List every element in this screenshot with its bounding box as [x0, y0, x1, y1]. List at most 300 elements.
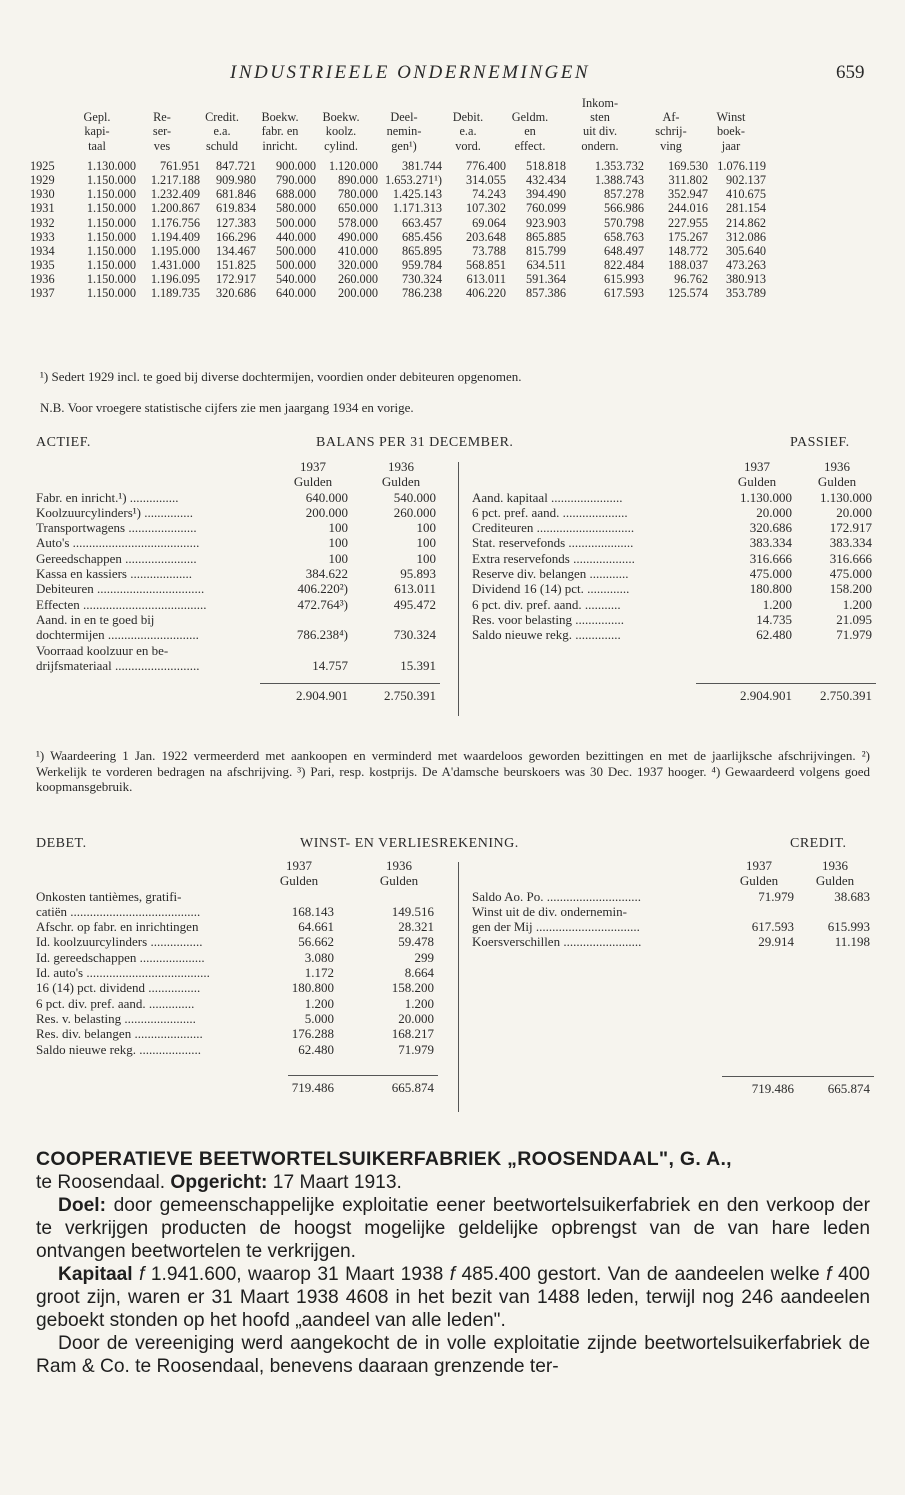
- amount-1936: 100: [416, 520, 436, 536]
- account-label: Saldo Ao. Po. .............................: [472, 888, 642, 904]
- amount-1936: 158.200: [829, 581, 872, 597]
- amount-1936: 615.993: [827, 919, 870, 935]
- account-label: Debiteuren .................................: [36, 581, 205, 597]
- table-cell: 312.086: [726, 229, 766, 244]
- table-cell: 909.980: [216, 172, 256, 187]
- amount-1937: 64.661: [298, 919, 334, 935]
- table-cell: 1.130.000: [86, 158, 136, 173]
- year-cell: 1936: [30, 272, 55, 287]
- balance-right-title: PASSIEF.: [790, 435, 850, 450]
- company-entry: [36, 1148, 870, 1378]
- table-cell: 500.000: [276, 258, 316, 273]
- account-label: Afschr. op fabr. en inrichtingen: [36, 919, 199, 935]
- column-years-row: [472, 858, 848, 873]
- account-line: [36, 627, 436, 643]
- account-line: [472, 504, 872, 520]
- amount-1936: 316.666: [829, 550, 872, 566]
- account-label: Crediteuren ..............................: [472, 520, 635, 536]
- account-line: [36, 643, 216, 658]
- column-header: boek-: [717, 124, 745, 139]
- pl-right-title: CREDIT.: [790, 836, 847, 851]
- table-cell: 127.383: [216, 215, 256, 230]
- amount-1936: 15.391: [400, 657, 436, 673]
- account-line: [472, 627, 872, 643]
- column-header: ondern.: [581, 138, 619, 153]
- account-label: Koolzuurcylinders¹) ...............: [36, 504, 193, 520]
- account-label: catiën ........................................: [36, 903, 201, 919]
- year-cell: 1937: [30, 286, 55, 301]
- table-cell: 200.000: [338, 286, 378, 301]
- account-line: [36, 520, 436, 536]
- table-cell: 1.353.732: [594, 158, 644, 173]
- amount-1936: 1.200: [842, 596, 872, 612]
- table-cell: 320.686: [216, 286, 256, 301]
- column-unit-row: [472, 873, 855, 889]
- table-cell: 1.150.000: [86, 201, 136, 216]
- balance-title: BALANS PER 31 DECEMBER.: [316, 435, 514, 450]
- account-label: Reserve div. belangen ............: [472, 566, 629, 582]
- account-line: [472, 581, 872, 597]
- table-cell: 380.913: [726, 272, 766, 287]
- amount-1937: 3.080: [304, 949, 334, 965]
- table-cell: 619.834: [216, 201, 256, 216]
- column-header: Debit.: [452, 110, 484, 125]
- table-cell: 244.016: [668, 201, 708, 216]
- table-cell: 500.000: [276, 243, 316, 258]
- table-cell: 227.955: [668, 215, 708, 230]
- account-line: [36, 919, 434, 935]
- column-unit-row: [36, 474, 421, 490]
- table-cell: 1.431.000: [150, 258, 200, 273]
- account-label: 6 pct. pref. aand. ....................: [472, 504, 628, 520]
- column-header: ves: [153, 138, 171, 153]
- column-header: nemin-: [386, 124, 422, 139]
- table-cell: 1.388.743: [594, 172, 644, 187]
- pl-left-title: DEBET.: [36, 836, 87, 851]
- florin-sign: f: [139, 1264, 145, 1285]
- table-cell: 490.000: [338, 229, 378, 244]
- column-header: koolz.: [325, 124, 357, 139]
- column-header: gen¹): [391, 138, 417, 153]
- account-label: drijfsmateriaal ..........................: [36, 657, 200, 673]
- account-line: [36, 903, 434, 919]
- column-header: Gepl.: [83, 110, 111, 125]
- table-cell: 1.171.313: [392, 201, 442, 216]
- amount-1936: 100: [416, 535, 436, 551]
- table-cell: 188.037: [668, 258, 708, 273]
- account-label: Id. koolzuurcylinders ................: [36, 934, 203, 950]
- account-line: [36, 949, 434, 965]
- table-cell: 96.762: [674, 272, 708, 287]
- amount-1936: 1.200: [404, 995, 434, 1011]
- column-header: taal: [88, 138, 106, 153]
- table-cell: 681.846: [216, 187, 256, 202]
- unit-header: Gulden: [381, 474, 421, 490]
- table-cell: 923.903: [526, 215, 566, 230]
- table-cell: 1.150.000: [86, 215, 136, 230]
- table-cell: 568.851: [466, 258, 506, 273]
- table-cell: 473.263: [726, 258, 766, 273]
- table-cell: 865.885: [526, 229, 566, 244]
- pl-debet: [36, 858, 434, 1095]
- amount-1936: 475.000: [829, 566, 872, 582]
- unit-header: Gulden: [293, 474, 333, 490]
- table-cell: 640.000: [276, 286, 316, 301]
- total-line: [36, 1079, 434, 1095]
- table-cell: 151.825: [216, 258, 256, 273]
- table-cell: 203.648: [466, 229, 506, 244]
- account-label: 16 (14) pct. dividend ................: [36, 980, 201, 996]
- account-label: Koersverschillen ........................: [472, 934, 642, 950]
- table-cell: 1.150.000: [86, 187, 136, 202]
- amount-1937: 168.143: [291, 903, 334, 919]
- nb-note: [40, 400, 414, 416]
- table-cell: 281.154: [726, 201, 766, 216]
- amount-1937: 640.000: [305, 489, 348, 505]
- column-header: fabr. en: [261, 124, 299, 139]
- amount-1937: 406.220²): [297, 581, 348, 597]
- amount-1937: 180.800: [291, 980, 334, 996]
- account-label: Onkosten tantièmes, gratifi-: [36, 888, 182, 904]
- balance-divider: [458, 462, 459, 716]
- account-label: Saldo nieuwe rekg. ..............: [472, 627, 621, 643]
- amount-1937: 384.622: [305, 566, 348, 582]
- account-line: [472, 596, 872, 612]
- column-header: sten: [590, 110, 610, 125]
- founded-label: Opgericht:: [170, 1172, 268, 1193]
- column-header: Inkom-: [581, 96, 619, 110]
- amount-1937: 1.172: [304, 965, 334, 981]
- total-line: [472, 1080, 870, 1096]
- pl-title: WINST- EN VERLIESREKENING.: [300, 836, 519, 851]
- table-cell: 406.220: [466, 286, 506, 301]
- amount-1937: 14.735: [756, 611, 792, 627]
- table-cell: 1.150.000: [86, 258, 136, 273]
- amount-1936: 71.979: [836, 627, 872, 643]
- year-header: 1937: [746, 858, 772, 873]
- column-header: Geldm.: [511, 110, 549, 125]
- column-years-row: [472, 459, 850, 474]
- account-label: Res. div. belangen .....................: [36, 1026, 203, 1042]
- year-cell: 1933: [30, 229, 55, 244]
- table-cell: 566.986: [604, 201, 644, 216]
- column-header: ving: [660, 138, 682, 153]
- column-unit-row: [472, 474, 857, 490]
- pl-credit: [472, 858, 870, 1096]
- account-line: [36, 934, 434, 950]
- account-label: Winst uit de div. ondernemin-: [472, 903, 627, 919]
- table-cell: 1.189.735: [150, 286, 200, 301]
- total-line: [472, 688, 872, 704]
- amount-1936: 38.683: [834, 888, 870, 904]
- table-cell: 305.640: [726, 243, 766, 258]
- balance-left-title: ACTIEF.: [36, 435, 91, 450]
- amount-1937: 1.130.000: [740, 489, 792, 505]
- amount-1937: 56.662: [298, 934, 334, 950]
- table-cell: 613.011: [466, 272, 506, 287]
- table-cell: 578.000: [338, 215, 378, 230]
- table-cell: 857.386: [526, 286, 566, 301]
- nb-text: Voor vroegere statistische cijfers zie men jaargang 1934 en vorige.: [67, 400, 414, 415]
- year-cell: 1934: [30, 243, 55, 258]
- column-header: ser-: [152, 124, 172, 139]
- column-years-row: [36, 459, 414, 474]
- table-cell: 1.200.867: [150, 201, 200, 216]
- column-header: schuld: [205, 138, 239, 153]
- total-1936: 665.874: [827, 1080, 870, 1096]
- total-1936: 2.750.391: [820, 688, 872, 704]
- founded-value: 17 Maart 1913.: [272, 1172, 402, 1193]
- year-cell: 1929: [30, 172, 55, 187]
- account-label: Auto's .......................................: [36, 535, 200, 551]
- table-cell: 865.895: [402, 243, 442, 258]
- amount-1936: 1.130.000: [820, 489, 872, 505]
- account-label: 6 pct. div. pref. aand. ...........: [472, 596, 621, 612]
- account-label: Extra reservefonds ...................: [472, 550, 635, 566]
- table-cell: 786.238: [402, 286, 442, 301]
- year-header: 1936: [824, 459, 850, 474]
- table-cell: 591.364: [526, 272, 566, 287]
- table-cell: 381.744: [402, 158, 442, 173]
- amount-1936: 20.000: [398, 1010, 434, 1026]
- amount-1936: 383.334: [829, 535, 872, 551]
- table-cell: 1.653.271¹): [385, 172, 442, 187]
- year-header: 1937: [300, 459, 326, 474]
- amount-1936: 730.324: [393, 627, 436, 643]
- table-cell: 410.000: [338, 243, 378, 258]
- amount-1937: 62.480: [298, 1041, 334, 1057]
- account-line: [36, 1010, 434, 1026]
- unit-header: Gulden: [817, 474, 857, 490]
- account-label: Res. v. belasting ......................: [36, 1010, 196, 1026]
- page-number: 659: [836, 62, 865, 83]
- running-title: INDUSTRIEELE ONDERNEMINGEN: [230, 62, 591, 83]
- account-line: [472, 489, 872, 505]
- column-header: Credit.: [205, 110, 239, 125]
- table-cell: 617.593: [604, 286, 644, 301]
- table-cell: 1.150.000: [86, 286, 136, 301]
- amount-1936: 158.200: [391, 980, 434, 996]
- table-cell: 650.000: [338, 201, 378, 216]
- table-cell: 634.511: [526, 258, 566, 273]
- balance-passief: [472, 459, 872, 704]
- amount-1936: 95.893: [400, 566, 436, 582]
- year-cell: 1930: [30, 187, 55, 202]
- column-header: inricht.: [262, 138, 298, 153]
- table-cell: 540.000: [276, 272, 316, 287]
- table-cell: 761.951: [160, 158, 200, 173]
- table-cell: 1.425.143: [392, 187, 442, 202]
- account-line: [36, 1041, 434, 1057]
- account-label: dochtermijen ............................: [36, 627, 199, 643]
- goal-text: door gemeenschappelijke exploitatie eener beetwortelsuikerfabriek en den verkoop der te verkrijgen producten de hoogst mogelijke geldelijke opbrengst van de van hare leden ontvangen beetwortelen te verkrijgen.: [36, 1195, 870, 1262]
- amount-1936: 11.198: [834, 934, 870, 950]
- column-years-row: [36, 858, 412, 873]
- amount-1937: 200.000: [305, 504, 348, 520]
- account-label: Aand. kapitaal ......................: [472, 489, 623, 505]
- account-label: 6 pct. div. pref. aand. ..............: [36, 995, 195, 1011]
- account-label: Aand. in en te goed bij: [36, 611, 155, 627]
- amount-1936: 59.478: [398, 934, 434, 950]
- table-cell: 847.721: [216, 158, 256, 173]
- amount-1937: 5.000: [304, 1010, 334, 1026]
- table-cell: 500.000: [276, 215, 316, 230]
- statistics-footnote: ¹) Sedert 1929 incl. te goed bij diverse dochtermijen, voordien onder debiteuren opgenomen.: [40, 369, 522, 384]
- column-header: cylind.: [324, 138, 358, 153]
- account-line: [36, 566, 436, 582]
- year-header: 1936: [386, 858, 412, 873]
- column-header: Boekw.: [261, 110, 299, 125]
- amount-1936: 149.516: [391, 903, 434, 919]
- account-line: [472, 919, 870, 935]
- column-header: jaar: [721, 138, 741, 153]
- amount-1936: 8.664: [404, 965, 434, 981]
- table-cell: 648.497: [604, 243, 644, 258]
- table-cell: 175.267: [668, 229, 708, 244]
- amount-1937: 316.666: [749, 550, 792, 566]
- year-cell: 1932: [30, 215, 55, 230]
- column-header: vord.: [455, 138, 481, 153]
- year-header: 1936: [822, 858, 848, 873]
- table-cell: 615.993: [604, 272, 644, 287]
- account-label: Id. auto's ......................................: [36, 965, 210, 981]
- column-header: kapi-: [84, 124, 110, 139]
- account-line: [36, 965, 434, 981]
- total-line: [36, 688, 436, 704]
- table-cell: 857.278: [604, 187, 644, 202]
- column-unit-row: [36, 873, 419, 889]
- account-label: Kassa en kassiers ...................: [36, 566, 192, 582]
- amount-1936: 21.095: [836, 611, 872, 627]
- column-header: e.a.: [459, 124, 477, 139]
- account-line: [36, 535, 436, 551]
- table-cell: 260.000: [338, 272, 378, 287]
- column-header: Winst: [716, 110, 746, 125]
- nb-label: N.B.: [40, 400, 65, 415]
- column-header: effect.: [514, 138, 546, 153]
- florin-sign: f: [826, 1264, 832, 1285]
- table-cell: 900.000: [276, 158, 316, 173]
- account-label: Transportwagens .....................: [36, 520, 197, 536]
- amount-1936: 28.321: [398, 919, 434, 935]
- amount-1937: 1.200: [762, 596, 792, 612]
- table-cell: 1.076.119: [717, 158, 766, 173]
- account-line: [472, 550, 872, 566]
- account-line: [36, 889, 186, 904]
- total-1937: 719.486: [291, 1079, 334, 1095]
- company-name: COOPERATIEVE BEETWORTELSUIKERFABRIEK „ROOSENDAAL", G. A.,: [36, 1148, 732, 1170]
- total-1936: 2.750.391: [384, 688, 436, 704]
- table-cell: 570.798: [604, 215, 644, 230]
- account-line: [36, 550, 436, 566]
- table-cell: 410.675: [726, 187, 766, 202]
- amount-1937: 176.288: [291, 1026, 334, 1042]
- account-line: [472, 903, 627, 919]
- amount-1937: 472.764³): [297, 596, 348, 612]
- table-cell: 214.862: [726, 215, 766, 230]
- account-line: [472, 535, 872, 551]
- table-cell: 1.176.756: [150, 215, 200, 230]
- amount-1936: 299: [414, 949, 434, 965]
- amount-1937: 100: [328, 550, 348, 566]
- table-cell: 822.484: [604, 258, 644, 273]
- account-label: Fabr. en inricht.¹) ...............: [36, 489, 179, 505]
- table-cell: 440.000: [276, 229, 316, 244]
- amount-1937: 180.800: [749, 581, 792, 597]
- table-cell: 1.150.000: [86, 229, 136, 244]
- column-header: schrij-: [655, 124, 687, 139]
- table-cell: 73.788: [472, 243, 506, 258]
- amount-1936: 71.979: [398, 1041, 434, 1057]
- year-cell: 1925: [30, 158, 55, 173]
- amount-1937: 20.000: [756, 504, 792, 520]
- table-cell: 1.195.000: [150, 243, 200, 258]
- table-cell: 1.150.000: [86, 243, 136, 258]
- table-cell: 320.000: [338, 258, 378, 273]
- amount-1936: 613.011: [394, 581, 436, 597]
- account-label: Dividend 16 (14) pct. .............: [472, 581, 630, 597]
- table-cell: 658.763: [604, 229, 644, 244]
- column-header: Boekw.: [322, 110, 360, 125]
- account-line: [36, 657, 436, 673]
- pl-divider: [458, 862, 459, 1112]
- table-cell: 1.150.000: [86, 172, 136, 187]
- amount-1937: 320.686: [749, 520, 792, 536]
- column-header: Re-: [153, 110, 171, 125]
- amount-1936: 172.917: [829, 520, 872, 536]
- column-header: Deel-: [390, 110, 418, 125]
- amount-1936: 20.000: [836, 504, 872, 520]
- total-1937: 719.486: [751, 1080, 794, 1096]
- column-header: e.a.: [213, 124, 231, 139]
- table-cell: 166.296: [216, 229, 256, 244]
- company-place: te Roosendaal.: [36, 1172, 166, 1193]
- table-cell: 394.490: [526, 187, 566, 202]
- amount-1937: 71.979: [758, 888, 794, 904]
- amount-1936: 495.472: [393, 596, 436, 612]
- amount-1936: 168.217: [391, 1026, 434, 1042]
- table-cell: 69.064: [472, 215, 506, 230]
- table-cell: 134.467: [216, 243, 256, 258]
- total-1937: 2.904.901: [740, 688, 792, 704]
- table-cell: 311.802: [668, 172, 708, 187]
- account-label: gen der Mij ................................: [472, 919, 640, 935]
- table-cell: 169.530: [668, 158, 708, 173]
- account-line: [36, 489, 436, 505]
- capital-text-2: 485.400 gestort. Van de aandeelen welke: [461, 1264, 820, 1285]
- table-cell: 776.400: [466, 158, 506, 173]
- unit-header: Gulden: [379, 873, 419, 889]
- table-cell: 730.324: [402, 272, 442, 287]
- amount-1937: 29.914: [758, 934, 794, 950]
- table-cell: 760.099: [526, 201, 566, 216]
- unit-header: Gulden: [279, 873, 319, 889]
- amount-1937: 14.757: [312, 657, 348, 673]
- table-cell: 125.574: [668, 286, 708, 301]
- table-cell: 1.232.409: [150, 187, 200, 202]
- year-cell: 1935: [30, 258, 55, 273]
- amount-1937: 475.000: [749, 566, 792, 582]
- account-line: [472, 520, 872, 536]
- column-header: Af-: [662, 110, 680, 125]
- table-cell: 518.818: [526, 158, 566, 173]
- amount-1936: 100: [416, 550, 436, 566]
- account-label: Res. voor belasting ...............: [472, 611, 625, 627]
- table-cell: 74.243: [472, 187, 506, 202]
- account-line: [36, 1026, 434, 1042]
- table-cell: 314.055: [466, 172, 506, 187]
- year-header: 1937: [286, 858, 312, 873]
